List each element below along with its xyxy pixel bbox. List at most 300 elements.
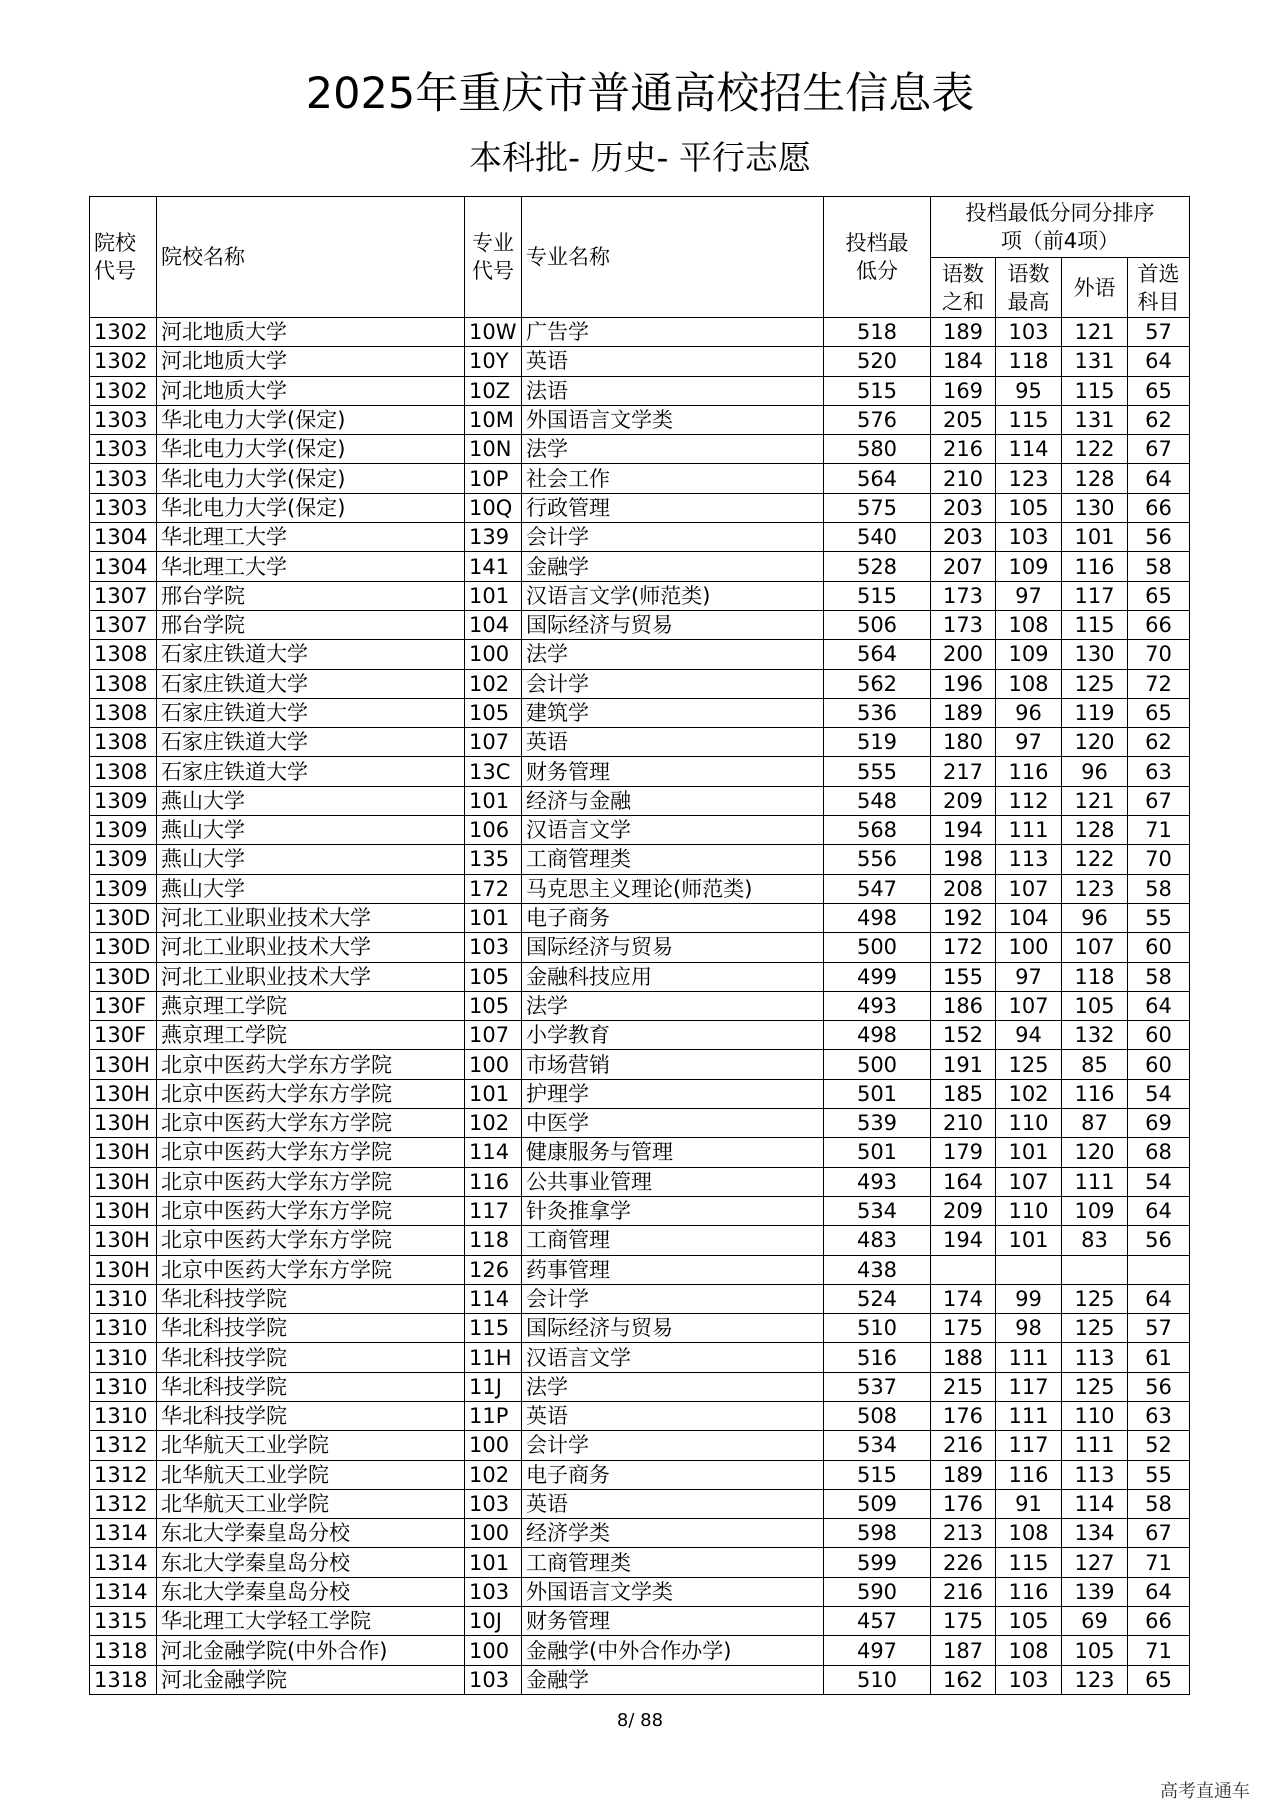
page-title: 2025年重庆市普通高校招生信息表 bbox=[305, 69, 975, 119]
cell-chinese-math-sum: 173 bbox=[931, 610, 996, 639]
table-row bbox=[90, 1343, 1190, 1372]
cell-school-name: 华北科技学院 bbox=[157, 1284, 465, 1313]
cell-chinese-math-max: 112 bbox=[996, 786, 1062, 815]
table-row bbox=[90, 435, 1190, 464]
cell-chinese-math-max: 110 bbox=[996, 1109, 1062, 1138]
cell-min-score: 509 bbox=[824, 1489, 931, 1518]
cell-foreign-lang: 128 bbox=[1062, 816, 1128, 845]
cell-chinese-math-sum: 216 bbox=[931, 1577, 996, 1606]
cell-major-code: 101 bbox=[465, 903, 522, 932]
cell-school-name: 华北科技学院 bbox=[157, 1372, 465, 1401]
table-row bbox=[90, 1489, 1190, 1518]
cell-chinese-math-max: 104 bbox=[996, 903, 1062, 932]
cell-chinese-math-sum: 203 bbox=[931, 493, 996, 522]
cell-school-code: 1302 bbox=[90, 347, 157, 376]
cell-min-score: 547 bbox=[824, 874, 931, 903]
cell-chinese-math-sum: 216 bbox=[931, 435, 996, 464]
cell-chinese-math-sum: 207 bbox=[931, 552, 996, 581]
cell-major-code: 103 bbox=[465, 933, 522, 962]
cell-min-score: 540 bbox=[824, 523, 931, 552]
cell-school-code: 1309 bbox=[90, 874, 157, 903]
cell-school-name: 华北理工大学 bbox=[157, 523, 465, 552]
cell-school-name: 石家庄铁道大学 bbox=[157, 640, 465, 669]
cell-school-code: 130H bbox=[90, 1050, 157, 1079]
cell-school-name: 华北理工大学 bbox=[157, 552, 465, 581]
cell-school-name: 华北理工大学轻工学院 bbox=[157, 1607, 465, 1636]
cell-min-score: 499 bbox=[824, 962, 931, 991]
cell-first-subject: 56 bbox=[1128, 1226, 1190, 1255]
cell-min-score: 510 bbox=[824, 1665, 931, 1694]
cell-major-name: 汉语言文学 bbox=[522, 816, 824, 845]
header-school-code: 院校代号 bbox=[90, 197, 157, 318]
cell-major-name: 金融学 bbox=[522, 552, 824, 581]
header-major-code: 专业代号 bbox=[465, 197, 522, 318]
cell-first-subject: 64 bbox=[1128, 1196, 1190, 1225]
cell-first-subject: 58 bbox=[1128, 552, 1190, 581]
cell-min-score: 528 bbox=[824, 552, 931, 581]
cell-chinese-math-max: 115 bbox=[996, 405, 1062, 434]
cell-chinese-math-sum: 188 bbox=[931, 1343, 996, 1372]
cell-chinese-math-max: 108 bbox=[996, 669, 1062, 698]
cell-major-name: 建筑学 bbox=[522, 698, 824, 727]
cell-school-code: 1310 bbox=[90, 1401, 157, 1430]
cell-school-code: 1309 bbox=[90, 845, 157, 874]
cell-school-name: 华北电力大学(保定) bbox=[157, 435, 465, 464]
cell-chinese-math-sum: 205 bbox=[931, 405, 996, 434]
cell-foreign-lang bbox=[1062, 1255, 1128, 1284]
cell-foreign-lang: 122 bbox=[1062, 845, 1128, 874]
cell-first-subject: 67 bbox=[1128, 435, 1190, 464]
cell-chinese-math-max: 117 bbox=[996, 1372, 1062, 1401]
cell-min-score: 556 bbox=[824, 845, 931, 874]
cell-foreign-lang: 109 bbox=[1062, 1196, 1128, 1225]
cell-school-name: 北京中医药大学东方学院 bbox=[157, 1138, 465, 1167]
cell-major-code: 10P bbox=[465, 464, 522, 493]
cell-min-score: 493 bbox=[824, 991, 931, 1020]
cell-min-score: 590 bbox=[824, 1577, 931, 1606]
cell-foreign-lang: 115 bbox=[1062, 610, 1128, 639]
cell-major-code: 10M bbox=[465, 405, 522, 434]
cell-chinese-math-max: 105 bbox=[996, 1607, 1062, 1636]
cell-chinese-math-max: 115 bbox=[996, 1548, 1062, 1577]
cell-foreign-lang: 105 bbox=[1062, 1636, 1128, 1665]
cell-min-score: 575 bbox=[824, 493, 931, 522]
cell-first-subject: 69 bbox=[1128, 1109, 1190, 1138]
cell-major-name: 金融学 bbox=[522, 1665, 824, 1694]
cell-school-name: 河北工业职业技术大学 bbox=[157, 933, 465, 962]
cell-chinese-math-max: 95 bbox=[996, 376, 1062, 405]
table-row bbox=[90, 698, 1190, 727]
cell-major-name: 健康服务与管理 bbox=[522, 1138, 824, 1167]
cell-first-subject: 58 bbox=[1128, 962, 1190, 991]
cell-chinese-math-max: 91 bbox=[996, 1489, 1062, 1518]
cell-school-code: 1308 bbox=[90, 757, 157, 786]
cell-school-code: 1312 bbox=[90, 1460, 157, 1489]
cell-school-name: 石家庄铁道大学 bbox=[157, 669, 465, 698]
cell-major-name: 法学 bbox=[522, 435, 824, 464]
cell-chinese-math-sum: 175 bbox=[931, 1607, 996, 1636]
cell-min-score: 568 bbox=[824, 816, 931, 845]
cell-chinese-math-sum: 215 bbox=[931, 1372, 996, 1401]
cell-chinese-math-max: 107 bbox=[996, 1167, 1062, 1196]
cell-major-code: 10W bbox=[465, 318, 522, 347]
cell-major-name: 英语 bbox=[522, 347, 824, 376]
cell-min-score: 438 bbox=[824, 1255, 931, 1284]
cell-school-code: 1312 bbox=[90, 1431, 157, 1460]
cell-school-code: 130D bbox=[90, 962, 157, 991]
cell-major-code: 115 bbox=[465, 1314, 522, 1343]
table-row bbox=[90, 728, 1190, 757]
cell-school-code: 130F bbox=[90, 1021, 157, 1050]
cell-first-subject: 57 bbox=[1128, 1314, 1190, 1343]
cell-foreign-lang: 101 bbox=[1062, 523, 1128, 552]
cell-chinese-math-sum: 191 bbox=[931, 1050, 996, 1079]
table-row bbox=[90, 347, 1190, 376]
table-row bbox=[90, 1109, 1190, 1138]
cell-first-subject: 55 bbox=[1128, 1460, 1190, 1489]
cell-major-code: 101 bbox=[465, 1079, 522, 1108]
cell-first-subject: 58 bbox=[1128, 874, 1190, 903]
cell-school-code: 1309 bbox=[90, 816, 157, 845]
cell-school-name: 河北金融学院(中外合作) bbox=[157, 1636, 465, 1665]
cell-major-code: 117 bbox=[465, 1196, 522, 1225]
cell-chinese-math-sum: 189 bbox=[931, 318, 996, 347]
cell-major-code: 101 bbox=[465, 1548, 522, 1577]
cell-first-subject: 66 bbox=[1128, 493, 1190, 522]
table-row bbox=[90, 845, 1190, 874]
cell-major-name: 法语 bbox=[522, 376, 824, 405]
cell-foreign-lang: 125 bbox=[1062, 1314, 1128, 1343]
cell-school-code: 1314 bbox=[90, 1519, 157, 1548]
cell-school-code: 130H bbox=[90, 1226, 157, 1255]
cell-min-score: 515 bbox=[824, 581, 931, 610]
cell-major-code: 106 bbox=[465, 816, 522, 845]
cell-major-code: 114 bbox=[465, 1284, 522, 1313]
cell-first-subject: 60 bbox=[1128, 933, 1190, 962]
cell-major-code: 102 bbox=[465, 669, 522, 698]
cell-school-code: 1310 bbox=[90, 1284, 157, 1313]
cell-foreign-lang: 96 bbox=[1062, 757, 1128, 786]
cell-school-code: 1308 bbox=[90, 669, 157, 698]
cell-first-subject: 60 bbox=[1128, 1021, 1190, 1050]
header-chinese-math-sum: 语数之和 bbox=[931, 258, 996, 318]
cell-school-code: 1303 bbox=[90, 464, 157, 493]
cell-chinese-math-max: 103 bbox=[996, 523, 1062, 552]
cell-chinese-math-sum: 169 bbox=[931, 376, 996, 405]
cell-major-code: 107 bbox=[465, 728, 522, 757]
cell-major-code: 10Q bbox=[465, 493, 522, 522]
cell-school-code: 130H bbox=[90, 1109, 157, 1138]
cell-chinese-math-max: 108 bbox=[996, 1636, 1062, 1665]
cell-major-code: 101 bbox=[465, 581, 522, 610]
cell-school-code: 1308 bbox=[90, 728, 157, 757]
cell-major-code: 11J bbox=[465, 1372, 522, 1401]
header-min-score: 投档最低分 bbox=[824, 197, 931, 318]
cell-school-code: 1315 bbox=[90, 1607, 157, 1636]
cell-chinese-math-sum: 210 bbox=[931, 464, 996, 493]
cell-chinese-math-sum: 189 bbox=[931, 698, 996, 727]
cell-major-name: 财务管理 bbox=[522, 1607, 824, 1636]
cell-first-subject: 67 bbox=[1128, 1519, 1190, 1548]
cell-min-score: 457 bbox=[824, 1607, 931, 1636]
cell-school-code: 1314 bbox=[90, 1577, 157, 1606]
table-row bbox=[90, 1021, 1190, 1050]
cell-first-subject: 64 bbox=[1128, 464, 1190, 493]
cell-major-code: 114 bbox=[465, 1138, 522, 1167]
cell-school-code: 1309 bbox=[90, 786, 157, 815]
cell-major-name: 外国语言文学类 bbox=[522, 405, 824, 434]
cell-min-score: 515 bbox=[824, 376, 931, 405]
cell-chinese-math-sum: 216 bbox=[931, 1431, 996, 1460]
cell-school-code: 1304 bbox=[90, 552, 157, 581]
cell-foreign-lang: 115 bbox=[1062, 376, 1128, 405]
table-row bbox=[90, 1284, 1190, 1313]
cell-school-name: 东北大学秦皇岛分校 bbox=[157, 1577, 465, 1606]
cell-min-score: 497 bbox=[824, 1636, 931, 1665]
cell-foreign-lang: 83 bbox=[1062, 1226, 1128, 1255]
cell-school-code: 1308 bbox=[90, 698, 157, 727]
cell-major-name: 电子商务 bbox=[522, 1460, 824, 1489]
cell-chinese-math-sum: 162 bbox=[931, 1665, 996, 1694]
table-row bbox=[90, 669, 1190, 698]
cell-school-code: 1303 bbox=[90, 405, 157, 434]
cell-first-subject: 58 bbox=[1128, 1489, 1190, 1518]
table-row bbox=[90, 1050, 1190, 1079]
cell-foreign-lang: 131 bbox=[1062, 405, 1128, 434]
cell-school-code: 130H bbox=[90, 1167, 157, 1196]
cell-school-name: 华北科技学院 bbox=[157, 1401, 465, 1430]
cell-min-score: 515 bbox=[824, 1460, 931, 1489]
cell-first-subject bbox=[1128, 1255, 1190, 1284]
page-number: 8/ 88 bbox=[616, 1710, 664, 1731]
cell-major-code: 116 bbox=[465, 1167, 522, 1196]
cell-major-code: 103 bbox=[465, 1665, 522, 1694]
cell-first-subject: 64 bbox=[1128, 991, 1190, 1020]
cell-major-name: 法学 bbox=[522, 991, 824, 1020]
cell-school-name: 华北电力大学(保定) bbox=[157, 405, 465, 434]
cell-school-code: 1310 bbox=[90, 1314, 157, 1343]
cell-school-name: 河北工业职业技术大学 bbox=[157, 962, 465, 991]
cell-major-code: 11H bbox=[465, 1343, 522, 1372]
cell-min-score: 493 bbox=[824, 1167, 931, 1196]
cell-school-code: 1303 bbox=[90, 435, 157, 464]
cell-foreign-lang: 118 bbox=[1062, 962, 1128, 991]
cell-foreign-lang: 125 bbox=[1062, 669, 1128, 698]
cell-min-score: 501 bbox=[824, 1079, 931, 1108]
cell-school-name: 东北大学秦皇岛分校 bbox=[157, 1548, 465, 1577]
cell-major-code: 118 bbox=[465, 1226, 522, 1255]
cell-major-code: 139 bbox=[465, 523, 522, 552]
cell-school-name: 华北科技学院 bbox=[157, 1343, 465, 1372]
table-row bbox=[90, 1079, 1190, 1108]
cell-chinese-math-max: 110 bbox=[996, 1196, 1062, 1225]
cell-first-subject: 54 bbox=[1128, 1079, 1190, 1108]
cell-foreign-lang: 125 bbox=[1062, 1284, 1128, 1313]
cell-major-name: 法学 bbox=[522, 1372, 824, 1401]
cell-first-subject: 64 bbox=[1128, 1577, 1190, 1606]
cell-major-name: 法学 bbox=[522, 640, 824, 669]
cell-foreign-lang: 105 bbox=[1062, 991, 1128, 1020]
cell-min-score: 564 bbox=[824, 464, 931, 493]
table-row bbox=[90, 1167, 1190, 1196]
cell-major-code: 101 bbox=[465, 786, 522, 815]
cell-school-name: 石家庄铁道大学 bbox=[157, 698, 465, 727]
cell-min-score: 498 bbox=[824, 903, 931, 932]
cell-first-subject: 66 bbox=[1128, 610, 1190, 639]
cell-min-score: 537 bbox=[824, 1372, 931, 1401]
cell-foreign-lang: 114 bbox=[1062, 1489, 1128, 1518]
cell-school-name: 石家庄铁道大学 bbox=[157, 757, 465, 786]
cell-first-subject: 60 bbox=[1128, 1050, 1190, 1079]
cell-foreign-lang: 96 bbox=[1062, 903, 1128, 932]
cell-first-subject: 55 bbox=[1128, 903, 1190, 932]
table-row bbox=[90, 757, 1190, 786]
cell-major-name: 外国语言文学类 bbox=[522, 1577, 824, 1606]
cell-foreign-lang: 107 bbox=[1062, 933, 1128, 962]
cell-min-score: 498 bbox=[824, 1021, 931, 1050]
table-row bbox=[90, 493, 1190, 522]
cell-first-subject: 56 bbox=[1128, 523, 1190, 552]
table-row bbox=[90, 1636, 1190, 1665]
cell-chinese-math-max: 114 bbox=[996, 435, 1062, 464]
cell-major-name: 社会工作 bbox=[522, 464, 824, 493]
cell-school-name: 北华航天工业学院 bbox=[157, 1489, 465, 1518]
cell-first-subject: 65 bbox=[1128, 698, 1190, 727]
cell-major-code: 100 bbox=[465, 640, 522, 669]
cell-major-code: 100 bbox=[465, 1519, 522, 1548]
cell-chinese-math-sum: 200 bbox=[931, 640, 996, 669]
cell-chinese-math-sum: 164 bbox=[931, 1167, 996, 1196]
cell-first-subject: 65 bbox=[1128, 1665, 1190, 1694]
cell-min-score: 501 bbox=[824, 1138, 931, 1167]
cell-school-code: 130H bbox=[90, 1138, 157, 1167]
cell-school-name: 北京中医药大学东方学院 bbox=[157, 1255, 465, 1284]
cell-first-subject: 63 bbox=[1128, 1401, 1190, 1430]
cell-foreign-lang: 132 bbox=[1062, 1021, 1128, 1050]
cell-school-name: 燕山大学 bbox=[157, 874, 465, 903]
cell-chinese-math-sum: 198 bbox=[931, 845, 996, 874]
cell-foreign-lang: 85 bbox=[1062, 1050, 1128, 1079]
cell-major-code: 100 bbox=[465, 1431, 522, 1460]
cell-first-subject: 71 bbox=[1128, 1548, 1190, 1577]
cell-first-subject: 62 bbox=[1128, 728, 1190, 757]
cell-major-code: 105 bbox=[465, 962, 522, 991]
cell-foreign-lang: 113 bbox=[1062, 1343, 1128, 1372]
cell-school-code: 1308 bbox=[90, 640, 157, 669]
cell-first-subject: 61 bbox=[1128, 1343, 1190, 1372]
cell-min-score: 539 bbox=[824, 1109, 931, 1138]
cell-first-subject: 63 bbox=[1128, 757, 1190, 786]
cell-school-code: 1312 bbox=[90, 1489, 157, 1518]
header-foreign-lang: 外语 bbox=[1062, 258, 1128, 318]
cell-school-name: 燕山大学 bbox=[157, 845, 465, 874]
cell-min-score: 580 bbox=[824, 435, 931, 464]
cell-school-code: 130H bbox=[90, 1079, 157, 1108]
cell-min-score: 536 bbox=[824, 698, 931, 727]
cell-chinese-math-max: 111 bbox=[996, 1401, 1062, 1430]
table-row bbox=[90, 874, 1190, 903]
cell-chinese-math-max: 96 bbox=[996, 698, 1062, 727]
cell-chinese-math-max: 116 bbox=[996, 1460, 1062, 1489]
cell-chinese-math-max: 98 bbox=[996, 1314, 1062, 1343]
cell-school-name: 燕山大学 bbox=[157, 786, 465, 815]
cell-school-name: 北华航天工业学院 bbox=[157, 1460, 465, 1489]
cell-major-name: 英语 bbox=[522, 728, 824, 757]
cell-first-subject: 71 bbox=[1128, 1636, 1190, 1665]
cell-major-name: 电子商务 bbox=[522, 903, 824, 932]
cell-min-score: 599 bbox=[824, 1548, 931, 1577]
page-subtitle: 本科批- 历史- 平行志愿 bbox=[469, 138, 811, 177]
cell-min-score: 598 bbox=[824, 1519, 931, 1548]
cell-major-name: 工商管理类 bbox=[522, 1548, 824, 1577]
table-row bbox=[90, 1607, 1190, 1636]
cell-chinese-math-max: 111 bbox=[996, 1343, 1062, 1372]
cell-school-name: 华北科技学院 bbox=[157, 1314, 465, 1343]
cell-major-code: 11P bbox=[465, 1401, 522, 1430]
admission-table bbox=[89, 196, 1190, 1695]
cell-school-name: 燕山大学 bbox=[157, 816, 465, 845]
cell-min-score: 562 bbox=[824, 669, 931, 698]
cell-chinese-math-sum: 210 bbox=[931, 1109, 996, 1138]
cell-chinese-math-max: 102 bbox=[996, 1079, 1062, 1108]
cell-major-name: 公共事业管理 bbox=[522, 1167, 824, 1196]
table-body bbox=[90, 318, 1190, 1695]
cell-foreign-lang: 110 bbox=[1062, 1401, 1128, 1430]
cell-first-subject: 70 bbox=[1128, 845, 1190, 874]
cell-first-subject: 71 bbox=[1128, 816, 1190, 845]
table-row bbox=[90, 903, 1190, 932]
cell-foreign-lang: 123 bbox=[1062, 1665, 1128, 1694]
cell-foreign-lang: 122 bbox=[1062, 435, 1128, 464]
cell-major-name: 汉语言文学 bbox=[522, 1343, 824, 1372]
cell-chinese-math-sum: 152 bbox=[931, 1021, 996, 1050]
table-row bbox=[90, 1548, 1190, 1577]
cell-foreign-lang: 131 bbox=[1062, 347, 1128, 376]
cell-foreign-lang: 116 bbox=[1062, 1079, 1128, 1108]
cell-chinese-math-max: 94 bbox=[996, 1021, 1062, 1050]
cell-school-name: 河北工业职业技术大学 bbox=[157, 903, 465, 932]
table-row bbox=[90, 1138, 1190, 1167]
cell-chinese-math-sum: 172 bbox=[931, 933, 996, 962]
header-first-subject: 首选科目 bbox=[1128, 258, 1190, 318]
table-row bbox=[90, 933, 1190, 962]
cell-major-name: 国际经济与贸易 bbox=[522, 1314, 824, 1343]
cell-major-code: 10Y bbox=[465, 347, 522, 376]
cell-chinese-math-sum: 196 bbox=[931, 669, 996, 698]
cell-chinese-math-sum: 203 bbox=[931, 523, 996, 552]
cell-first-subject: 67 bbox=[1128, 786, 1190, 815]
cell-first-subject: 64 bbox=[1128, 1284, 1190, 1313]
table-row bbox=[90, 1577, 1190, 1606]
cell-chinese-math-sum: 176 bbox=[931, 1489, 996, 1518]
cell-min-score: 524 bbox=[824, 1284, 931, 1313]
cell-chinese-math-max: 111 bbox=[996, 816, 1062, 845]
cell-foreign-lang: 139 bbox=[1062, 1577, 1128, 1606]
cell-foreign-lang: 120 bbox=[1062, 728, 1128, 757]
cell-chinese-math-sum: 192 bbox=[931, 903, 996, 932]
cell-first-subject: 57 bbox=[1128, 318, 1190, 347]
table-row bbox=[90, 786, 1190, 815]
cell-min-score: 500 bbox=[824, 1050, 931, 1079]
cell-school-code: 130F bbox=[90, 991, 157, 1020]
cell-chinese-math-max: 103 bbox=[996, 318, 1062, 347]
cell-foreign-lang: 111 bbox=[1062, 1431, 1128, 1460]
cell-major-name: 小学教育 bbox=[522, 1021, 824, 1050]
table-row bbox=[90, 816, 1190, 845]
cell-first-subject: 56 bbox=[1128, 1372, 1190, 1401]
cell-chinese-math-max: 117 bbox=[996, 1431, 1062, 1460]
cell-chinese-math-sum: 187 bbox=[931, 1636, 996, 1665]
